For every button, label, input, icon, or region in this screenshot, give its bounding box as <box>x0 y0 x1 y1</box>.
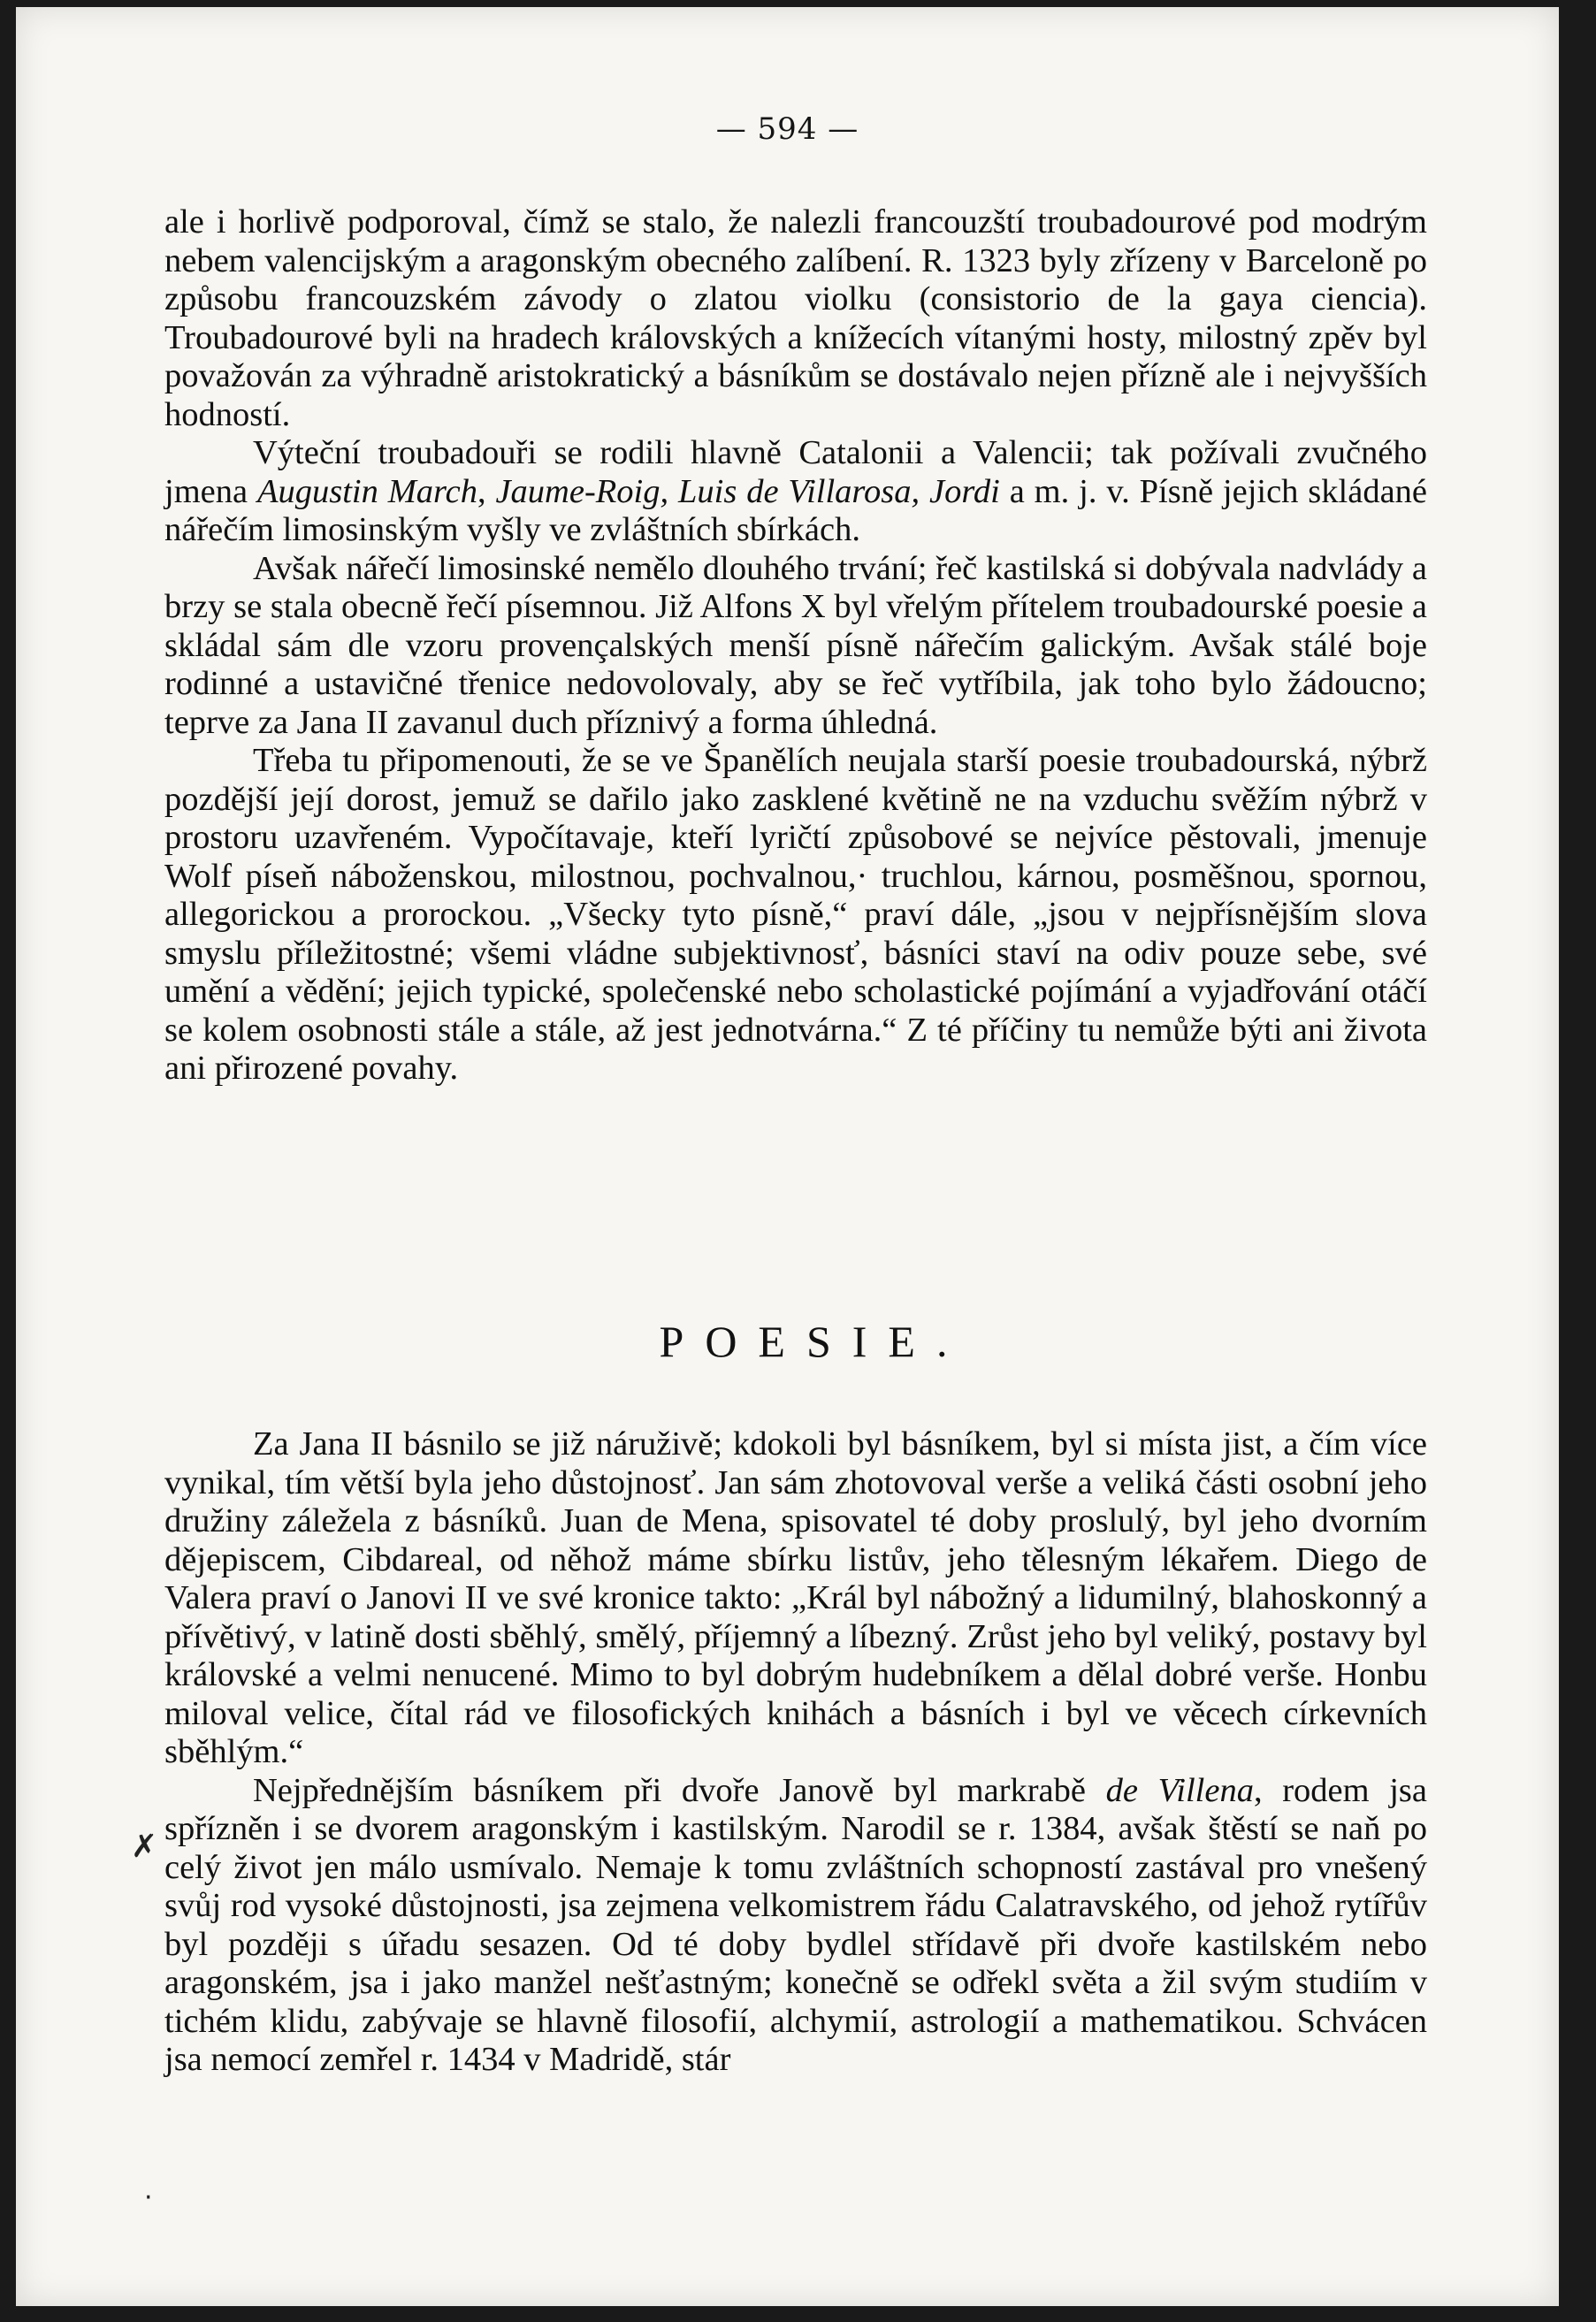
paragraph <box>164 1425 1427 1772</box>
text-run: ale i horlivě podporoval, čímž se stalo, že nalezli francouzští troubadourové pod modrým nebem valencijským a aragonským obecného zalíbení. R. 1323 byly zřízeny v Barceloně po způsobu francouzském závody o zlatou violku (consistorio de la gaya ciencia). Troubadourové byli na hradech královských a knížecích vítanými hosty, milostný zpěv byl považován za výhradně aristokratický a básníkům se dostávalo nejen přízně ale i nejvyšších hodností. <box>164 203 1427 433</box>
page-number: — 594 — <box>715 111 859 147</box>
text-run: Za Jana II básnilo se již náruživě; kdokoli byl básníkem, byl si místa jist, a čím více vynikal, tím větší byla jeho důstojnosť. Jan sám zhotovoval verše a veliká části osobní jeho družiny záležela z básníků. Juan de Mena, spisovatel té doby proslulý, byl jeho dvorním dějepiscem, Cibdareal, od něhož máme sbírku listův, jeho tělesným lékařem. Diego de Valera praví o Janovi II ve své kronice takto: „Král byl nábožný a lidumilný, blahoskonný a přívětivý, v latině dosti sběhlý, smělý, příjemný a líbezný. Zrůst jeho byl veliký, postavy byl královské a velmi nenucené. Mimo to byl dobrým hudebníkem a dělal dobré verše. Honbu miloval velice, čítal rád ve filosofických knihách a básních i byl ve věcech církevních sběhlým.“ <box>164 1425 1427 1770</box>
text-run: Třeba tu připomenouti, že se ve Španělích neujala starší poesie troubadourská, nýbrž pozdější její dorost, jemuž se dařilo jako zasklené květině ne na vzduchu svěžím nýbrž v prostoru uzavřeném. Vypočítavaje, kteří lyričtí způsobové se nejvíce pěstovali, jmenuje Wolf píseň náboženskou, milostnou, pochvalnou,· truchlou, kárnou, posměšnou, spornou, allegorickou a prorockou. „Všecky tyto písně,“ praví dále, „jsou v nejpřísnějším slova smyslu příležitostné; všemi vládne subjektivnosť, básníci staví na odiv pouze sebe, své umění a vědění; jejich typické, společenské nebo scholastické pojímání a vyjadřování otáčí se kolem osobnosti stále a stále, až jest jednotvárna.“ Z té příčiny tu nemůže býti ani života ani přirozené povahy. <box>164 742 1427 1087</box>
italic-name: Augustin March <box>256 472 477 510</box>
paragraph <box>164 550 1427 743</box>
text-run: Nejpřednějším básníkem při dvoře Janově byl markrabě <box>253 1771 1106 1809</box>
paragraph <box>164 742 1427 1088</box>
section-heading: POESIE. <box>659 1317 969 1366</box>
top-text-block <box>164 203 1427 1088</box>
text-run: Výteční troubadouři se rodili hlavně Catalonii a Valencii; tak požívali zvučného jmena <box>164 434 1427 510</box>
bottom-text-block <box>164 1425 1427 2080</box>
italic-name: Jaume-Roig, Luis de Villarosa, Jordi <box>495 472 1000 510</box>
margin-dot-icon: · <box>144 2182 153 2213</box>
text-run: , <box>477 472 496 510</box>
paragraph <box>164 203 1427 434</box>
book-page <box>16 7 1559 2306</box>
text-run: Avšak nářečí limosinské nemělo dlouhého trvání; řeč kastilská si dobývala nadvlády a brzy se stala obecně řečí písemnou. Již Alfons X byl vřelým přítelem troubadourské poesie a skládal sám dle vzoru provençalských menší písně nářečím galickým. Avšak stálé boje rodinné a ustavičné třenice nedovolovaly, aby se řeč vytříbila, jak toho bylo žádoucno; teprve za Jana II zavanul duch příznivý a forma úhledná. <box>164 549 1427 741</box>
text-run: a m. j. v. Písně jejich skládané nářečím limosinským vyšly ve zvláštních sbírkách. <box>164 472 1428 548</box>
paragraph <box>164 434 1427 550</box>
italic-name: de Villena <box>1105 1771 1254 1809</box>
text-run: , rodem jsa spřízněn i se dvorem aragonským i kastilským. Narodil se r. 1384, avšak štěstí se naň po celý život jen málo usmívalo. Nemaje k tomu zvláštních schopností zastával pro vnešený svůj rod vysoké důstojnosti, jsa zejmena velkomistrem řádu Calatravského, od jehož rytířův byl později s úřadu sesazen. Od té doby bydlel střídavě při dvoře kastilském nebo aragonském, jsa i jako manžel nešťastným; konečně se odřekl světa a žil svým studiím v tichém klidu, zabývaje se hlavně filosofií, alchymií, astrologií a mathematikou. Schvácen jsa nemocí zemřel r. 1434 v Madridě, stár <box>164 1771 1427 2078</box>
paragraph <box>164 1772 1427 2080</box>
margin-mark-icon: ✗ <box>131 1829 158 1865</box>
